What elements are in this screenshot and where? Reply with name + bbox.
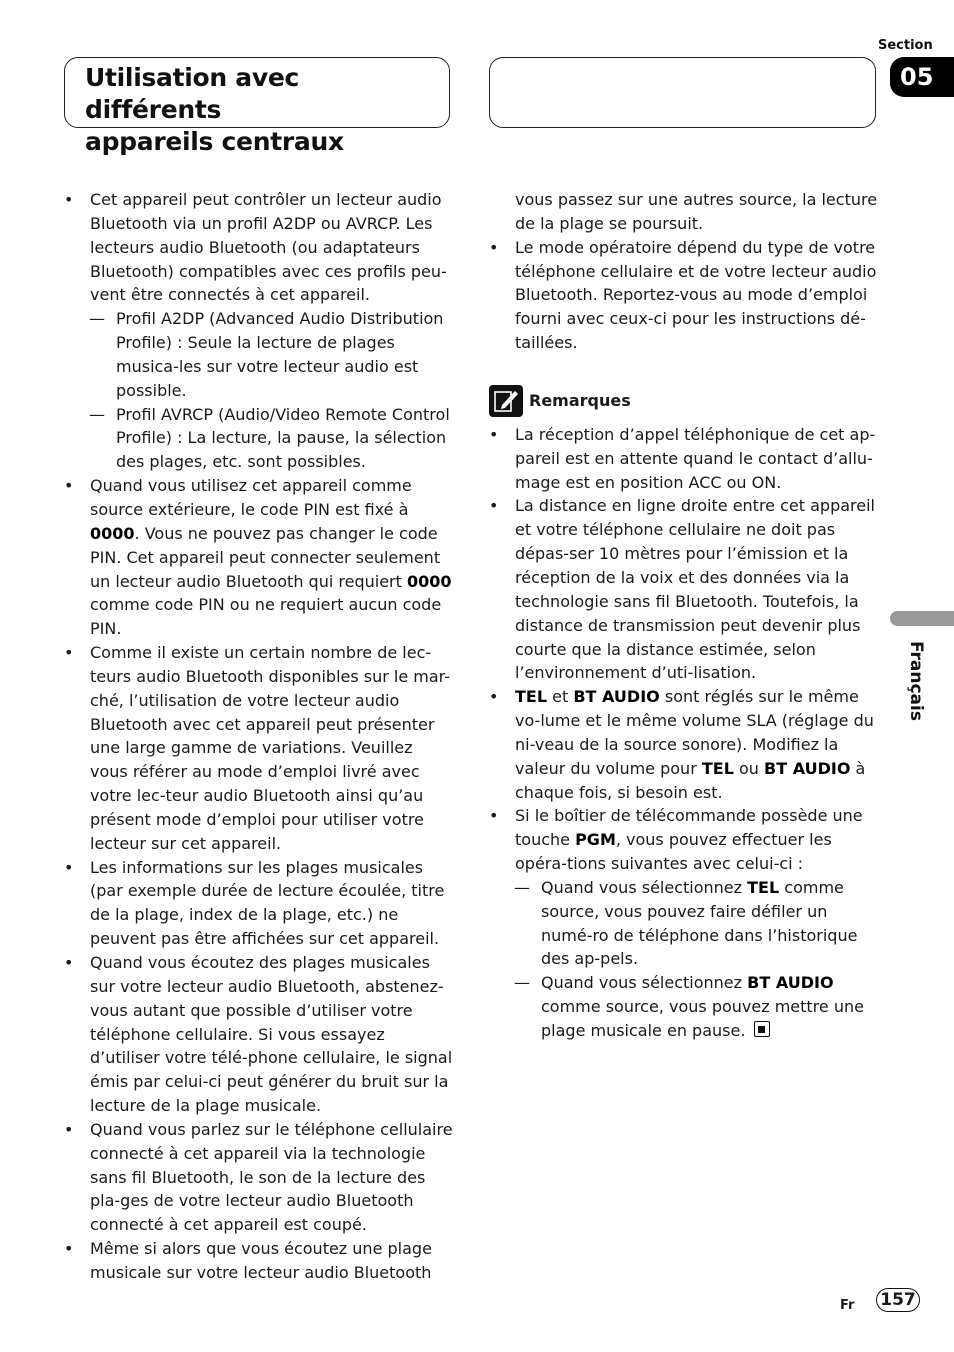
note-text: Si le boîtier de télécommande possède une touche <box>515 806 863 850</box>
list-item-text: . Vous ne pouvez pas changer le code PIN. Cet appareil peut connecter seulement un lecteur audio Bluetooth qui requiert <box>90 523 441 591</box>
source-name: BT AUDIO <box>747 973 834 993</box>
pencil-note-icon <box>489 385 523 417</box>
sub-list-item <box>64 307 454 402</box>
sub-item-text: Profil AVRCP (Audio/Video Remote Control Profile) : La lecture, la pause, la sélection des plages, etc. sont possibles. <box>116 404 450 472</box>
source-name: TEL <box>701 758 734 778</box>
dash-icon: — <box>514 877 530 897</box>
sub-list-item <box>64 403 454 475</box>
sub-item-text: Quand vous sélectionnez <box>541 877 743 897</box>
list-item-continued: vous passez sur une autres source, la lecture de la plage se poursuit. <box>515 190 878 233</box>
sub-item-text: Profil A2DP (Advanced Audio Distribution Profile) : Seule la lecture de plages musica-les sur votre lecteur audio est possible. <box>116 309 444 400</box>
pin-code: 0000 <box>406 571 452 591</box>
notes-heading <box>489 385 879 419</box>
right-column <box>489 188 879 1043</box>
note-text: et <box>552 687 569 707</box>
source-name: TEL <box>747 877 780 897</box>
list-item <box>64 188 454 307</box>
dash-icon: — <box>89 309 105 329</box>
list-item <box>64 1118 454 1237</box>
sub-item-text: Quand vous sélectionnez <box>541 973 743 993</box>
note-item <box>489 804 879 876</box>
list-item <box>489 236 879 355</box>
list-item-text: Quand vous écoutez des plages musicales sur votre lecteur audio Bluetooth, abstenez-vous autant que possible d’utiliser votre téléphone cellulaire. Si vous essayez d’utiliser votre télé-phone cellulaire, le signal émis par celui-ci peut générer du bruit sur la lecture de la plage musicale. <box>90 953 453 1116</box>
note-text: à chaque fois, si besoin est. <box>515 758 866 802</box>
left-column <box>64 188 454 1285</box>
list-item-text: Cet appareil peut contrôler un lecteur audio Bluetooth via un profil A2DP ou AVRCP. Les lecteurs audio Bluetooth (ou adaptateurs Bluetooth) compatibles avec ces profils peu-vent être connectés à cet appareil. <box>90 190 447 305</box>
bullet-icon: • <box>489 687 499 707</box>
bullet-icon: • <box>489 424 499 444</box>
bullet-icon: • <box>64 1119 74 1139</box>
sub-item-text: comme source, vous pouvez mettre une plage musicale en pause. <box>541 997 864 1040</box>
source-name: TEL <box>515 687 548 707</box>
bullet-icon: • <box>489 237 499 257</box>
title-line-2: appareils centraux <box>85 127 344 156</box>
dash-icon: — <box>89 404 105 424</box>
sub-list-item <box>489 876 879 971</box>
end-of-section-icon <box>754 1021 770 1037</box>
footer-language: Fr <box>840 1298 855 1313</box>
note-text: La distance en ligne droite entre cet appareil et votre téléphone cellulaire ne doit pas dépas-ser 10 mètres pour l’émission et la réception de la voix et des données via la technologie sans fil Bluetooth. Toutefois, la distance de transmission peut devenir plus courte que la distance estimée, selon l’environnement d’uti-lisation. <box>515 496 875 683</box>
language-tab <box>890 611 954 626</box>
section-number-badge: 05 <box>890 57 954 97</box>
bullet-icon: • <box>64 1239 74 1259</box>
section-title <box>85 62 441 158</box>
list-item <box>64 1237 454 1285</box>
bullet-icon: • <box>64 190 74 209</box>
bullet-icon: • <box>64 476 74 496</box>
note-text: , vous pouvez effectuer les opéra-tions suivantes avec celui-ci : <box>515 830 832 874</box>
title-line-1: Utilisation avec différents <box>85 63 300 124</box>
bullet-icon: • <box>489 806 499 826</box>
note-item <box>489 494 879 685</box>
bullet-icon: • <box>64 857 74 877</box>
note-text: sont réglés sur le même vo-lume et le même volume SLA (réglage du ni-veau de la source sonore). Modifiez la valeur du volume pour <box>515 687 874 778</box>
language-label: Français <box>906 641 926 721</box>
list-item-text: Même si alors que vous écoutez une plage musicale sur votre lecteur audio Bluetooth <box>90 1239 432 1282</box>
note-text: La réception d’appel téléphonique de cet ap-pareil est en attente quand le contact d’allu-mage est en position ACC ou ON. <box>515 424 876 492</box>
page-number: 157 <box>876 1288 920 1312</box>
bullet-icon: • <box>489 496 499 516</box>
source-name: BT AUDIO <box>764 758 851 778</box>
note-item <box>489 423 879 495</box>
list-item <box>64 856 454 951</box>
sub-list-item <box>489 971 879 1043</box>
list-item-text: Quand vous parlez sur le téléphone cellulaire connecté à cet appareil via la technologie sans fil Bluetooth, le son de la lecture des pla-ges de votre lecteur audio Bluetooth connecté à cet appareil est coupé. <box>90 1119 453 1235</box>
list-item-text: Comme il existe un certain nombre de lec-teurs audio Bluetooth disponibles sur le mar-ché, l’utilisation de votre lecteur audio Bluetooth avec cet appareil peut présenter une large gamme de variations. Veuillez vous référer au mode d’emploi livré avec votre lec-teur audio Bluetooth ainsi qu’au présent mode d’emploi pour utiliser votre lecteur sur cet appareil. <box>90 643 451 853</box>
list-item <box>64 951 454 1118</box>
note-item <box>489 685 879 804</box>
pin-code: 0000 <box>90 523 135 543</box>
section-label: Section <box>878 38 933 53</box>
section-title-box <box>64 57 450 156</box>
list-item-text: Quand vous utilisez cet appareil comme source extérieure, le code PIN est fixé à <box>90 476 412 519</box>
list-item <box>64 641 454 856</box>
notes-title: Remarques <box>529 390 631 410</box>
bullet-icon: • <box>64 643 74 663</box>
list-item <box>64 474 454 641</box>
list-item-text: Le mode opératoire dépend du type de votre téléphone cellulaire et de votre lecteur audio Bluetooth. Reportez-vous au mode d’emploi fourni avec ceux-ci pour les instructions dé-taillées. <box>515 237 877 353</box>
button-name: PGM <box>575 830 616 850</box>
bullet-icon: • <box>64 953 74 972</box>
source-name: BT AUDIO <box>573 687 660 707</box>
list-item-text: Les informations sur les plages musicales (par exemple durée de lecture écoulée, titre de la plage, index de la plage, etc.) ne peuvent pas être affichées sur cet appareil. <box>90 857 445 949</box>
dash-icon: — <box>514 973 530 993</box>
header-empty-box <box>489 57 876 128</box>
sub-item-text: comme source, vous pouvez faire défiler un numé-ro de téléphone dans l’historique des ap-pels. <box>541 877 858 969</box>
list-item-text: comme code PIN ou ne requiert aucun code PIN. <box>90 595 442 639</box>
note-text: ou <box>739 758 759 778</box>
